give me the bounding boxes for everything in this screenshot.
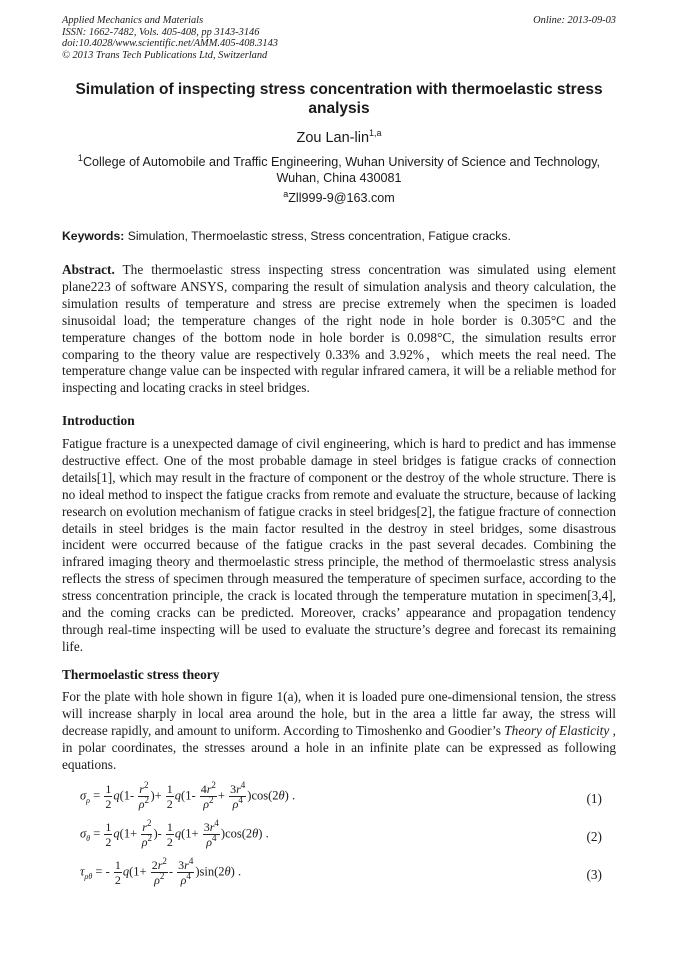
keywords-label: Keywords: bbox=[62, 229, 125, 243]
keywords bbox=[62, 229, 616, 243]
email bbox=[62, 188, 616, 205]
theory-text-after: , in polar coordinates, the stresses around a hole in an infinite plate can be expressed as following equations. bbox=[62, 722, 616, 772]
affiliation-line-1: College of Automobile and Traffic Engineering, Wuhan University of Science and Technology, bbox=[82, 155, 601, 169]
equation-1: $\sigma_\rho$ = $\frac{1}{2}$ q(1- $\frac{r^2}{\rho^2}$ )+ $\frac{1}{2}$ q(1- $\frac{4r^2}{\rho^2}$ + $\frac{3r^4}{\rho^4}$ )cos(2θ) . bbox=[80, 780, 296, 811]
equation-3: $\tau_{\rho\theta}$ = - $\frac{1}{2}$ q(1+ $\frac{2r^2}{\rho^2}$ - $\frac{3r^4}{\rho^4}$ )sin(2θ) . bbox=[80, 856, 242, 887]
author-name: Zou Lan-lin bbox=[296, 130, 370, 146]
copyright-line: © 2013 Trans Tech Publications Ltd, Switzerland bbox=[62, 49, 268, 61]
affiliation-line-2: Wuhan, China 430081 bbox=[276, 171, 402, 185]
affiliation-sup: 1 bbox=[77, 152, 83, 163]
online-date: Online: 2013-09-03 bbox=[533, 15, 616, 26]
equation-2-number: (2) bbox=[586, 829, 602, 844]
abstract-text: The thermoelastic stress inspecting stress concentration was simulated using element plane223 of software ANSYS, comparing the result of simulation analysis and theory calculation, the simulation results of temperature and stress are precise extremely when the specimen is loaded sinusoidal load; the temperature changes of the right node in hole border is 0.305°C and the temperature changes of the bottom node in hole border is 0.098°C, the simulation results error comparing to the theory value are respectively 0.33% and 3.92%，which meets the real need. The temperature change value can be inspected with regular infrared camera, it will be a reliable method for inspecting and locating cracks in steel bridges. bbox=[62, 262, 616, 396]
theory-text-before: For the plate with hole shown in figure 1(a), when it is loaded pure one-dimensional tension, the stress will increase sharply in local area around the hole, but in the area a little far away, the stress will decrease rapidly, and amount to uniform. According to Timoshenko and Goodier’s bbox=[62, 689, 616, 738]
book-title: Theory of Elasticity bbox=[504, 722, 610, 738]
email-sup: a bbox=[283, 188, 289, 199]
theory-heading: Thermoelastic stress theory bbox=[62, 667, 220, 682]
email-address[interactable]: Zll999-9@163.com bbox=[288, 191, 395, 205]
keywords-text: Simulation, Thermoelastic stress, Stress concentration, Fatigue cracks. bbox=[124, 229, 511, 243]
doi-line: doi:10.4028/www.scientific.net/AMM.405-408.3143 bbox=[62, 38, 278, 50]
affiliation bbox=[62, 154, 616, 186]
journal-name: Applied Mechanics and Materials bbox=[62, 15, 204, 26]
equation-1-number: (1) bbox=[586, 791, 602, 806]
equation-3-number: (3) bbox=[586, 867, 602, 882]
introduction-heading: Introduction bbox=[62, 413, 135, 428]
introduction-text: Fatigue fracture is a unexpected damage of civil engineering, which is hard to predict and has immense destructive effect. One of the most probable damage in steel bridges is fatigue cracks of connection details[1], which may result in the fracture of component or the destroy of the whole structure. There is no ideal method to inspect the fatigue cracks from remote and evaluate the structure, because of lacking research on evolution mechanism of fatigue cracks in steel bridges[2], the fatigue fracture of connection details in steel bridges is the main factor resulted in the destroy in steel bridges, some disastrous incident were occurred because of the fatigue cracks in the past several decades. Combining the infrared imaging theory and thermoelastic stress principle, the method of thermoelastic stress analysis reflects the stress of specimen through measured the temperature of specimen surface, according to the stress concentration principle, the crack is located through the temperature mutation in specimen[3,4], and the coming cracks can be predicted. Moreover, cracks’ appearance and propagation tendency through real-time inspecting will be used to evaluate the structure’s degree and forecast its remaining life. bbox=[62, 436, 616, 654]
paper-title: Simulation of inspecting stress concentration with thermoelastic stress analysis bbox=[75, 81, 603, 117]
author bbox=[62, 130, 616, 146]
abstract bbox=[62, 262, 616, 397]
equation-2: $\sigma_\theta$ = $\frac{1}{2}$ q(1+ $\frac{r^2}{\rho^2}$ )- $\frac{1}{2}$ q(1+ $\frac{3r^4}{\rho^4}$ )cos(2θ) . bbox=[80, 818, 269, 849]
author-sup: 1,a bbox=[369, 128, 382, 139]
theory-text bbox=[62, 689, 616, 774]
issn-line: ISSN: 1662-7482, Vols. 405-408, pp 3143-3146 bbox=[62, 26, 260, 38]
journal-header bbox=[62, 15, 616, 61]
abstract-label: Abstract. bbox=[62, 262, 115, 277]
